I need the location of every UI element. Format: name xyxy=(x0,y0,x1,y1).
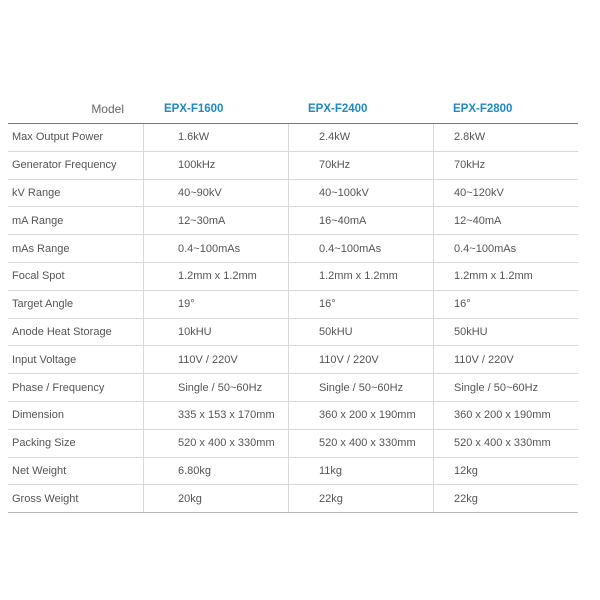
model-name-epx-f2400: EPX-F2400 xyxy=(308,103,368,115)
row-value: 16° xyxy=(289,291,434,318)
table-row xyxy=(8,402,578,430)
row-value: 16° xyxy=(454,298,471,311)
row-value: 1.2mm x 1.2mm xyxy=(289,263,434,290)
row-value: 6.80kg xyxy=(144,458,289,485)
row-value: 70kHz xyxy=(454,159,486,172)
row-value: 12~30mA xyxy=(144,207,289,234)
row-value: 50kHU xyxy=(454,325,488,338)
row-label: Anode Heat Storage xyxy=(8,319,144,346)
row-value: 0.4~100mAs xyxy=(454,242,517,255)
row-label: mAs Range xyxy=(8,235,144,262)
row-value: Single / 50~60Hz xyxy=(144,374,289,401)
row-value: 110V / 220V xyxy=(144,346,289,373)
table-row xyxy=(8,319,578,347)
row-value: Single / 50~60Hz xyxy=(289,374,434,401)
spec-table xyxy=(8,95,578,513)
row-label: Phase / Frequency xyxy=(8,374,144,401)
row-value: 11kg xyxy=(289,458,434,485)
table-row xyxy=(8,180,578,208)
row-value: 1.2mm x 1.2mm xyxy=(454,270,533,283)
row-value: 10kHU xyxy=(144,319,289,346)
row-value: 40~120kV xyxy=(454,186,504,199)
table-row xyxy=(8,374,578,402)
table-row xyxy=(8,291,578,319)
row-label: Input Voltage xyxy=(8,346,144,373)
row-value: 22kg xyxy=(289,485,434,512)
row-label: kV Range xyxy=(8,180,144,207)
row-value: 70kHz xyxy=(289,152,434,179)
row-value: 0.4~100mAs xyxy=(144,235,289,262)
row-value: 1.6kW xyxy=(144,124,289,151)
row-value: 360 x 200 x 190mm xyxy=(454,409,551,422)
row-value: Single / 50~60Hz xyxy=(454,381,539,394)
row-label: Packing Size xyxy=(8,430,144,457)
row-value: 2.4kW xyxy=(289,124,434,151)
row-value: 0.4~100mAs xyxy=(289,235,434,262)
row-value: 12~40mA xyxy=(454,214,502,227)
table-row xyxy=(8,124,578,152)
table-row xyxy=(8,152,578,180)
row-value: 100kHz xyxy=(144,152,289,179)
row-value: 2.8kW xyxy=(454,131,486,144)
table-row xyxy=(8,346,578,374)
table-row xyxy=(8,235,578,263)
row-label: Net Weight xyxy=(8,458,144,485)
row-label: Generator Frequency xyxy=(8,152,144,179)
table-row xyxy=(8,207,578,235)
row-label: Target Angle xyxy=(8,291,144,318)
row-value: 520 x 400 x 330mm xyxy=(289,430,434,457)
row-value: 50kHU xyxy=(289,319,434,346)
row-value: 520 x 400 x 330mm xyxy=(144,430,289,457)
row-value: 335 x 153 x 170mm xyxy=(144,402,289,429)
row-label: mA Range xyxy=(8,207,144,234)
table-row xyxy=(8,458,578,486)
row-value: 1.2mm x 1.2mm xyxy=(144,263,289,290)
model-name-epx-f2800: EPX-F2800 xyxy=(453,103,513,115)
table-row xyxy=(8,263,578,291)
table-header-row xyxy=(8,95,578,124)
row-value: 360 x 200 x 190mm xyxy=(289,402,434,429)
row-label: Focal Spot xyxy=(8,263,144,290)
row-value: 110V / 220V xyxy=(454,353,514,366)
row-value: 110V / 220V xyxy=(289,346,434,373)
row-value: 12kg xyxy=(454,464,478,477)
row-value: 16~40mA xyxy=(289,207,434,234)
row-label: Gross Weight xyxy=(8,485,144,512)
row-value: 520 x 400 x 330mm xyxy=(454,437,551,450)
table-row xyxy=(8,430,578,458)
row-value: 19° xyxy=(144,291,289,318)
row-value: 40~90kV xyxy=(144,180,289,207)
table-body xyxy=(8,124,578,513)
row-value: 20kg xyxy=(144,485,289,512)
header-label: Model xyxy=(91,102,124,116)
row-value: 22kg xyxy=(454,492,478,505)
row-label: Dimension xyxy=(8,402,144,429)
row-label: Max Output Power xyxy=(8,124,144,151)
table-row xyxy=(8,485,578,513)
model-name-epx-f1600: EPX-F1600 xyxy=(164,103,224,115)
row-value: 40~100kV xyxy=(289,180,434,207)
